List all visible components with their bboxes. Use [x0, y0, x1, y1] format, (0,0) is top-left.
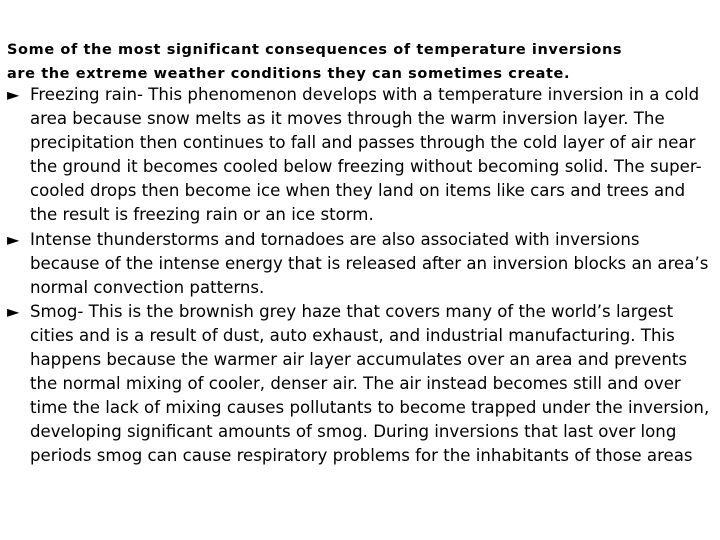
bullet-smog — [7, 300, 713, 469]
bullet-text: Freezing rain- This phenomenon develops with a temperature inversion in a cold area because snow melts as it moves through the warm inversion layer. The precipitation then continues to fall and passes through the cold layer of air near the ground it becomes cooled below freezing without becoming solid. The super- cooled drops then become ice when they land on items like cars and trees and the result is freezing rain or an ice storm. — [30, 85, 702, 225]
bullet-arrow-icon: ► — [7, 85, 20, 104]
intro-paragraph — [7, 38, 713, 86]
bullet-arrow-icon: ► — [7, 301, 20, 321]
bullet-freezing-rain — [7, 83, 713, 228]
bullet-thunderstorms — [7, 228, 713, 300]
bullet-list — [7, 83, 713, 469]
bullet-text: Smog- This is the brownish grey haze that covers many of the world’s largest cities and is a result of dust, auto exhaust, and industrial manufacturing. This happens because the warmer air layer accumulates over an area and prevents the normal mixing of cooler, denser air. The air instead becomes still and over time the lack of mixing causes pollutants to become trapped under the inversion, developing significant amounts of smog. During inversions that last over long periods smog can cause respiratory problems for the inhabitants of those areas — [30, 301, 710, 466]
bullet-arrow-icon: ► — [7, 229, 20, 249]
intro-line-2: are the extreme weather conditions they can sometimes create. — [7, 66, 571, 82]
intro-line-1: Some of the most significant consequences of temperature inversions — [7, 42, 623, 58]
bullet-text: Intense thunderstorms and tornadoes are also associated with inversions because of the intense energy that is released after an inversion blocks an area’s normal convection patterns. — [30, 229, 709, 297]
